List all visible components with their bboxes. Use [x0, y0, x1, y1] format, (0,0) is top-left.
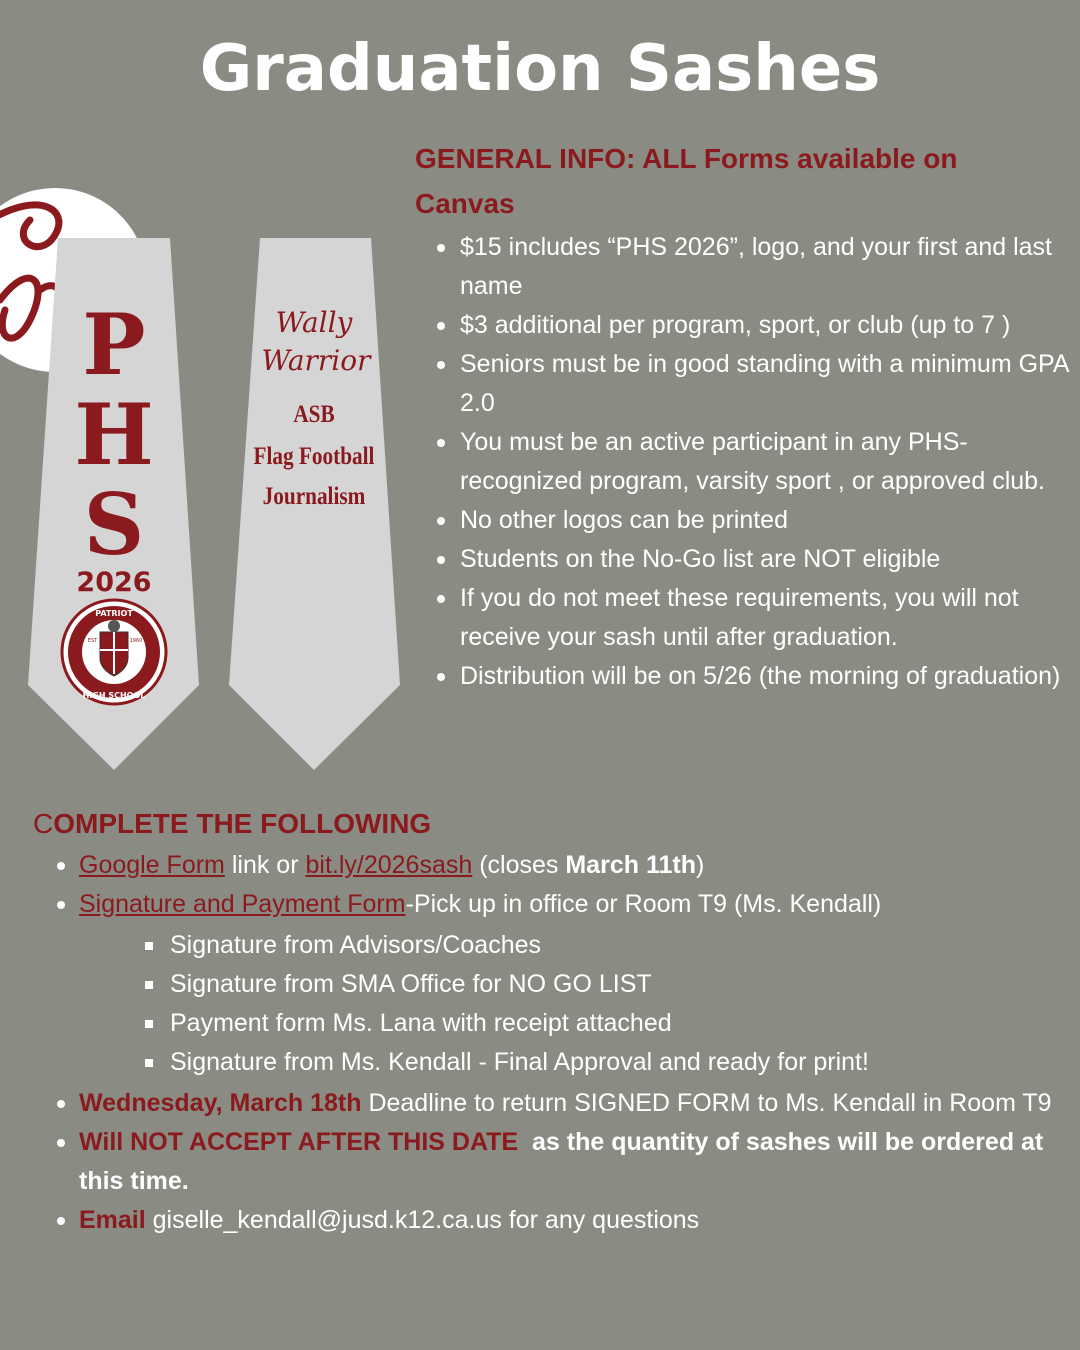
- sash-script-line1: Wally: [275, 306, 353, 339]
- sub-list-item: Payment form Ms. Lana with receipt attached: [33, 1004, 1073, 1043]
- google-form-text3: (closes: [472, 851, 566, 879]
- general-info-heading: [415, 136, 1075, 226]
- sash-item-flag-football: Flag Football: [253, 442, 375, 471]
- list-item: Distribution will be on 5/26 (the morning of graduation): [415, 657, 1075, 696]
- seal-est-label: EST.: [87, 638, 99, 644]
- sash-letter-h: H: [74, 385, 154, 484]
- complete-section: [33, 804, 1073, 1240]
- signature-payment-form-link[interactable]: Signature and Payment Form: [79, 890, 406, 918]
- complete-heading: [33, 804, 1073, 844]
- list-item: No other logos can be printed: [415, 501, 1075, 540]
- sub-list-item: Signature from Advisors/Coaches: [33, 926, 1073, 965]
- deadline-date: Wednesday, March 18th: [79, 1089, 362, 1117]
- list-item: $15 includes “PHS 2026”, logo, and your first and last name: [415, 228, 1075, 306]
- list-item-google-form: [33, 846, 1073, 885]
- google-form-text1: link: [224, 851, 277, 879]
- list-item: You must be an active participant in any PHS-recognized program, varsity sport , or approved club.: [415, 423, 1075, 501]
- sash-letter-p: P: [82, 295, 146, 394]
- sash-year: 2026: [76, 567, 152, 598]
- email-label: Email: [79, 1206, 146, 1234]
- google-form-text4: ): [695, 851, 705, 879]
- sash-item-asb: ASB: [293, 400, 335, 429]
- seal-top-text: PATRIOT: [95, 609, 133, 618]
- complete-list-2: [33, 1084, 1073, 1240]
- list-item: If you do not meet these requirements, you will not receive your sash until after graduation.: [415, 579, 1075, 657]
- google-form-close-date: March 11th: [565, 851, 696, 879]
- general-info-heading-line1: GENERAL INFO: ALL Forms available on: [415, 143, 958, 174]
- list-item: $3 additional per program, sport, or club (up to 7 ): [415, 306, 1075, 345]
- bitly-link[interactable]: bit.ly/2026sash: [305, 851, 473, 879]
- list-item-signature-form: [33, 885, 1073, 924]
- google-form-link[interactable]: Google Form: [79, 851, 225, 879]
- list-item-no-accept: [33, 1123, 1073, 1201]
- email-text: giselle_kendall@jusd.k12.ca.us for any questions: [145, 1206, 700, 1234]
- sub-list-item: Signature from SMA Office for NO GO LIST: [33, 965, 1073, 1004]
- sash-illustration: [0, 180, 410, 780]
- list-item: Students on the No-Go list are NOT eligible: [415, 540, 1075, 579]
- list-item-deadline: [33, 1084, 1073, 1123]
- page-title: Graduation Sashes: [199, 32, 881, 106]
- signature-sub-list: [33, 926, 1073, 1082]
- list-item: Seniors must be in good standing with a minimum GPA 2.0: [415, 345, 1075, 423]
- sash-item-journalism: Journalism: [262, 482, 366, 511]
- seal-bottom-text: HIGH SCHOOL: [82, 691, 146, 700]
- complete-heading-first: C: [33, 808, 54, 839]
- complete-list: [33, 846, 1073, 924]
- sash-script-line2: Warrior: [261, 344, 371, 377]
- google-form-text2: or: [276, 851, 306, 879]
- complete-heading-rest: OMPLETE THE FOLLOWING: [53, 808, 432, 839]
- seal-est-year: 1960: [129, 638, 143, 644]
- no-accept-text: as the quantity of sashes will be ordered at this time.: [79, 1128, 1051, 1195]
- sash-letter-s: S: [83, 475, 145, 574]
- general-info-heading-line2: Canvas: [415, 188, 515, 219]
- deadline-text: Deadline to return SIGNED FORM to Ms. Kendall in Room T9: [361, 1089, 1052, 1117]
- list-item-email: [33, 1201, 1073, 1240]
- no-accept-warning: Will NOT ACCEPT AFTER THIS DATE: [79, 1128, 519, 1156]
- school-seal-icon: [62, 600, 166, 704]
- sub-list-item: Signature from Ms. Kendall - Final Approval and ready for print!: [33, 1043, 1073, 1082]
- general-info-list: [415, 228, 1075, 696]
- general-info-section: [415, 136, 1075, 696]
- signature-form-text: -Pick up in office or Room T9 (Ms. Kendall): [405, 890, 882, 918]
